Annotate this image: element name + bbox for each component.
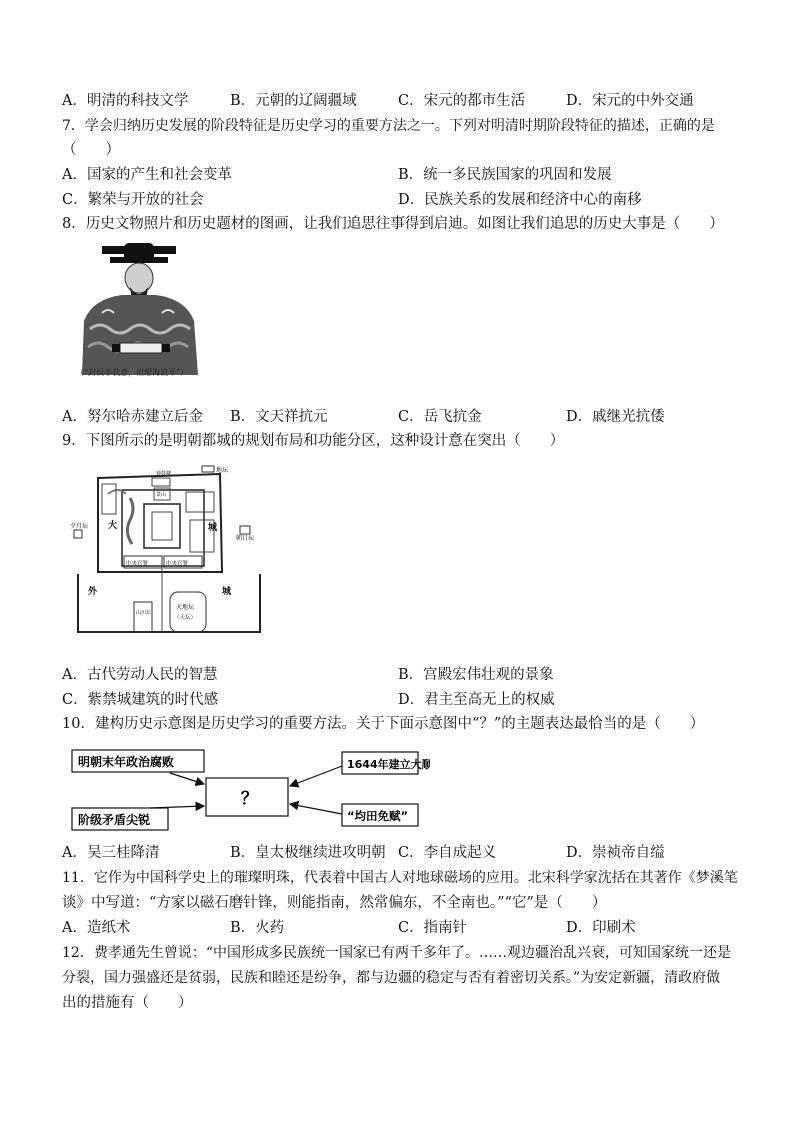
q8-portrait-figure xyxy=(72,243,212,379)
q6-option-b: B．元朝的辽阔疆域 xyxy=(230,93,357,109)
map-label-xiyuetan: 夕月坛 xyxy=(70,523,89,530)
q8-option-d: D．戚继光抗倭 xyxy=(566,409,665,425)
q9-option-a: A．古代劳动人民的智慧 xyxy=(62,667,218,683)
q7-stem-blank: （ ） xyxy=(62,142,120,158)
q11-stem-line1: 11．它作为中国科学史上的璀璨明珠，代表着中国古人对地球磁场的应用。北宋科学家沈括在其著作《梦溪笔 xyxy=(62,870,738,886)
q12-stem-line3: 出的措施有（ ） xyxy=(62,995,193,1011)
map-label-cheng: 城 xyxy=(208,523,218,533)
q10-option-b: B．皇太极继续进攻明朝 xyxy=(230,845,386,861)
map-label-jingshan: 景山 xyxy=(156,492,167,498)
q9-option-c: C．紫禁城建筑的时代感 xyxy=(62,692,219,708)
map-label-zhonglou: 钟鼓楼 xyxy=(156,471,172,477)
map-label-ditan: 地坛 xyxy=(216,467,229,474)
map-label-chaoritan: 朝日坛 xyxy=(236,535,255,542)
q9-option-b: B．宫殿宏伟壮观的景象 xyxy=(398,667,554,683)
q9-stem: 9．下图所示的是明朝都城的规划布局和功能分区，这种设计意在突出（ ） xyxy=(62,433,565,449)
q8-stem: 8．历史文物照片和历史题材的图画，让我们追思往事得到启迪。如图让我们追思的历史大事是（ ） xyxy=(62,216,724,232)
diagram-arrow-3 xyxy=(290,766,342,786)
q10-option-d: D．崇祯帝自缢 xyxy=(566,845,665,861)
map-label-da: 大 xyxy=(108,521,118,531)
q8-option-a: A．努尔哈赤建立后金 xyxy=(62,409,203,425)
q7-option-d: D．民族关系的发展和经济中心的南移 xyxy=(398,192,642,208)
q7-option-b: B．统一多民族国家的巩固和发展 xyxy=(398,167,612,183)
map-label-wai: 外 xyxy=(88,587,98,597)
q7-option-a: A．国家的产生和社会变革 xyxy=(62,167,232,183)
diagram-text-center: ？ xyxy=(241,789,258,809)
q11-option-a: A．造纸术 xyxy=(62,920,131,936)
q12-stem-line1: 12．费孝通先生曾说：“中国形成多民族统一国家已有两千多年了。……观边疆治乱兴衰，可知国家统一还是 xyxy=(62,945,731,961)
q10-option-c: C．李自成起义 xyxy=(398,845,497,861)
q10-stem: 10．建构历史示意图是历史学习的重要方法。关于下面示意图中“？”的主题表达最恰当的是（ ） xyxy=(62,716,705,732)
diagram-text-bottom-right: “均田免赋” xyxy=(347,809,409,823)
diagram-arrow-4 xyxy=(290,804,342,814)
q7-option-c: C．繁荣与开放的社会 xyxy=(62,192,204,208)
map-label-shanchuan: 山川坛 xyxy=(136,610,152,616)
q12-stem-line2: 分裂，国力强盛还是贫弱，民族和睦还是纷争，都与边疆的稳定与否有着密切关系。”为安定新疆，清政府做 xyxy=(62,970,721,986)
q11-option-d: D．印刷术 xyxy=(566,920,636,936)
map-label-tiandi: 天地坛 xyxy=(176,604,195,611)
q6-option-c: C．宋元的都市生活 xyxy=(398,93,526,109)
q6-option-d: D．宋元的中外交通 xyxy=(566,93,694,109)
map-label-central-left: 中央官署 xyxy=(126,561,149,567)
q10-option-a: A．吴三桂降清 xyxy=(62,845,160,861)
diagram-arrow-2 xyxy=(150,806,204,808)
q11-stem-line2: 谈》中写道：“方家以磁石磨针锋，则能指南，然常偏东，不全南也。”“它”是（ ） xyxy=(62,895,607,911)
diagram-text-bottom-left: 阶级矛盾尖锐 xyxy=(78,813,151,827)
q9-option-d: D．君主至高无上的权威 xyxy=(398,692,555,708)
diagram-text-top-right: 1644年建立大顺 xyxy=(347,758,430,771)
diagram-arrow-1 xyxy=(170,773,204,784)
map-label-tiantan: （天坛） xyxy=(174,615,197,621)
q8-option-c: C．岳飞抗金 xyxy=(398,409,482,425)
portrait-caption: （“封侯非我意，但愿海波平”） xyxy=(76,368,189,377)
map-label-outer-cheng: 城 xyxy=(222,587,232,597)
diagram-text-top-left: 明朝末年政治腐败 xyxy=(78,755,175,769)
portrait-illustration xyxy=(72,243,212,379)
q9-capital-map xyxy=(70,464,270,646)
q7-stem: 7．学会归纳历史发展的阶段特征是历史学习的重要方法之一。下列对明清时期阶段特征的描述，正确的是 xyxy=(62,118,715,134)
q10-diagram xyxy=(70,746,430,834)
q11-option-c: C．指南针 xyxy=(398,920,468,936)
map-label-central-right: 中央官署 xyxy=(166,561,189,567)
q8-option-b: B．文天祥抗元 xyxy=(230,409,328,425)
q6-option-a: A．明清的科技文学 xyxy=(62,93,189,109)
q11-option-b: B．火药 xyxy=(230,920,285,936)
